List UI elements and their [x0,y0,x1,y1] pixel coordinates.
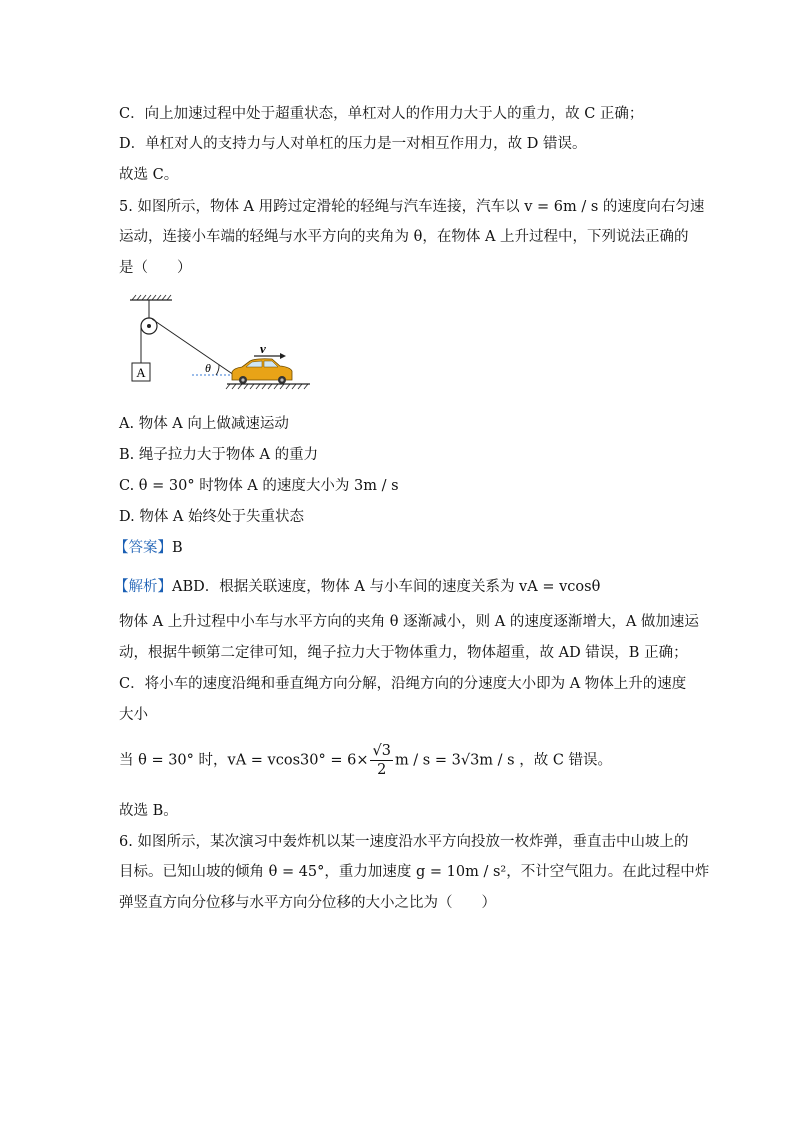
calc-fraction-denominator: 2 [377,762,387,778]
q5-option-b: B. 绳子拉力大于物体 A 的重力 [119,447,319,463]
q6-stem-line2: 目标。已知山坡的倾角 θ = 45°，重力加速度 g = 10m / s²，不计空气阻力。在此过程中炸 [119,864,710,880]
q6-stem-line1: 6. 如图所示，某次演习中轰炸机以某一速度沿水平方向投放一枚炸弹，垂直击中山坡上的 [119,834,689,850]
prev-option-d-analysis: D．单杠对人的支持力与人对单杠的压力是一对相互作用力，故 D 错误。 [119,136,587,152]
velocity-label: v [260,341,266,356]
calc-fraction-numerator: √3 [372,743,391,759]
block-a-label: A [136,365,146,380]
q5-stem-line2: 运动，连接小车端的轻绳与水平方向的夹角为 θ，在物体 A 上升过程中，下列说法正确的 [119,229,689,245]
velocity-arrowhead [280,353,286,359]
prev-conclusion: 故选 C。 [119,167,179,183]
q5-conclusion: 故选 B。 [119,803,178,819]
q5-analysis-line2: 物体 A 上升过程中小车与水平方向的夹角 θ 逐渐减小，则 A 的速度逐渐增大，A 做加速运 [119,614,699,630]
q5-stem-line3: 是（ ） [119,260,192,276]
answer-tag: 【答案】 [114,540,172,556]
answer-value: B [172,540,183,556]
q5-calculation [119,742,612,779]
ground-hatch [226,384,310,389]
q5-option-c: C. θ = 30° 时物体 A 的速度大小为 3m / s [119,478,399,494]
car [232,359,292,384]
ceiling-hatch [130,295,172,300]
q5-analysis-line4: C．将小车的速度沿绳和垂直绳方向分解，沿绳方向的分速度大小即为 A 物体上升的速度 [119,676,687,692]
q5-pulley-car-figure [122,292,322,392]
angle-arc [216,365,219,375]
q6-stem-line3: 弹竖直方向分位移与水平方向分位移的大小之比为（ ） [119,895,496,911]
q5-analysis-line5: 大小 [119,707,148,723]
prev-option-c-analysis: C．向上加速过程中处于超重状态，单杠对人的作用力大于人的重力，故 C 正确； [119,106,644,122]
analysis-text: ABD．根据关联速度，物体 A 与小车间的速度关系为 vA = vcosθ [172,579,601,595]
rope-to-car [152,319,234,375]
q5-analysis-line1 [114,577,600,597]
calc-suffix: m / s = 3√3m / s ，故 C 错误。 [394,752,613,769]
q5-stem-line1: 5. 如图所示，物体 A 用跨过定滑轮的轻绳与汽车连接，汽车以 v = 6m / s 的速度向右匀速 [119,199,705,215]
q5-answer [114,538,183,558]
q5-option-d: D. 物体 A 始终处于失重状态 [119,509,305,525]
calc-fraction [370,742,392,779]
calc-prefix: 当 θ = 30° 时，vA = vcos30° = 6× [119,752,369,769]
q5-analysis-line3: 动，根据牛顿第二定律可知，绳子拉力大于物体重力，物体超重，故 AD 错误，B 正确； [119,645,688,661]
pulley-axle [147,324,151,328]
angle-theta-label: θ [205,361,211,375]
analysis-tag: 【解析】 [114,579,172,595]
q5-option-a: A. 物体 A 向上做减速运动 [119,416,289,432]
